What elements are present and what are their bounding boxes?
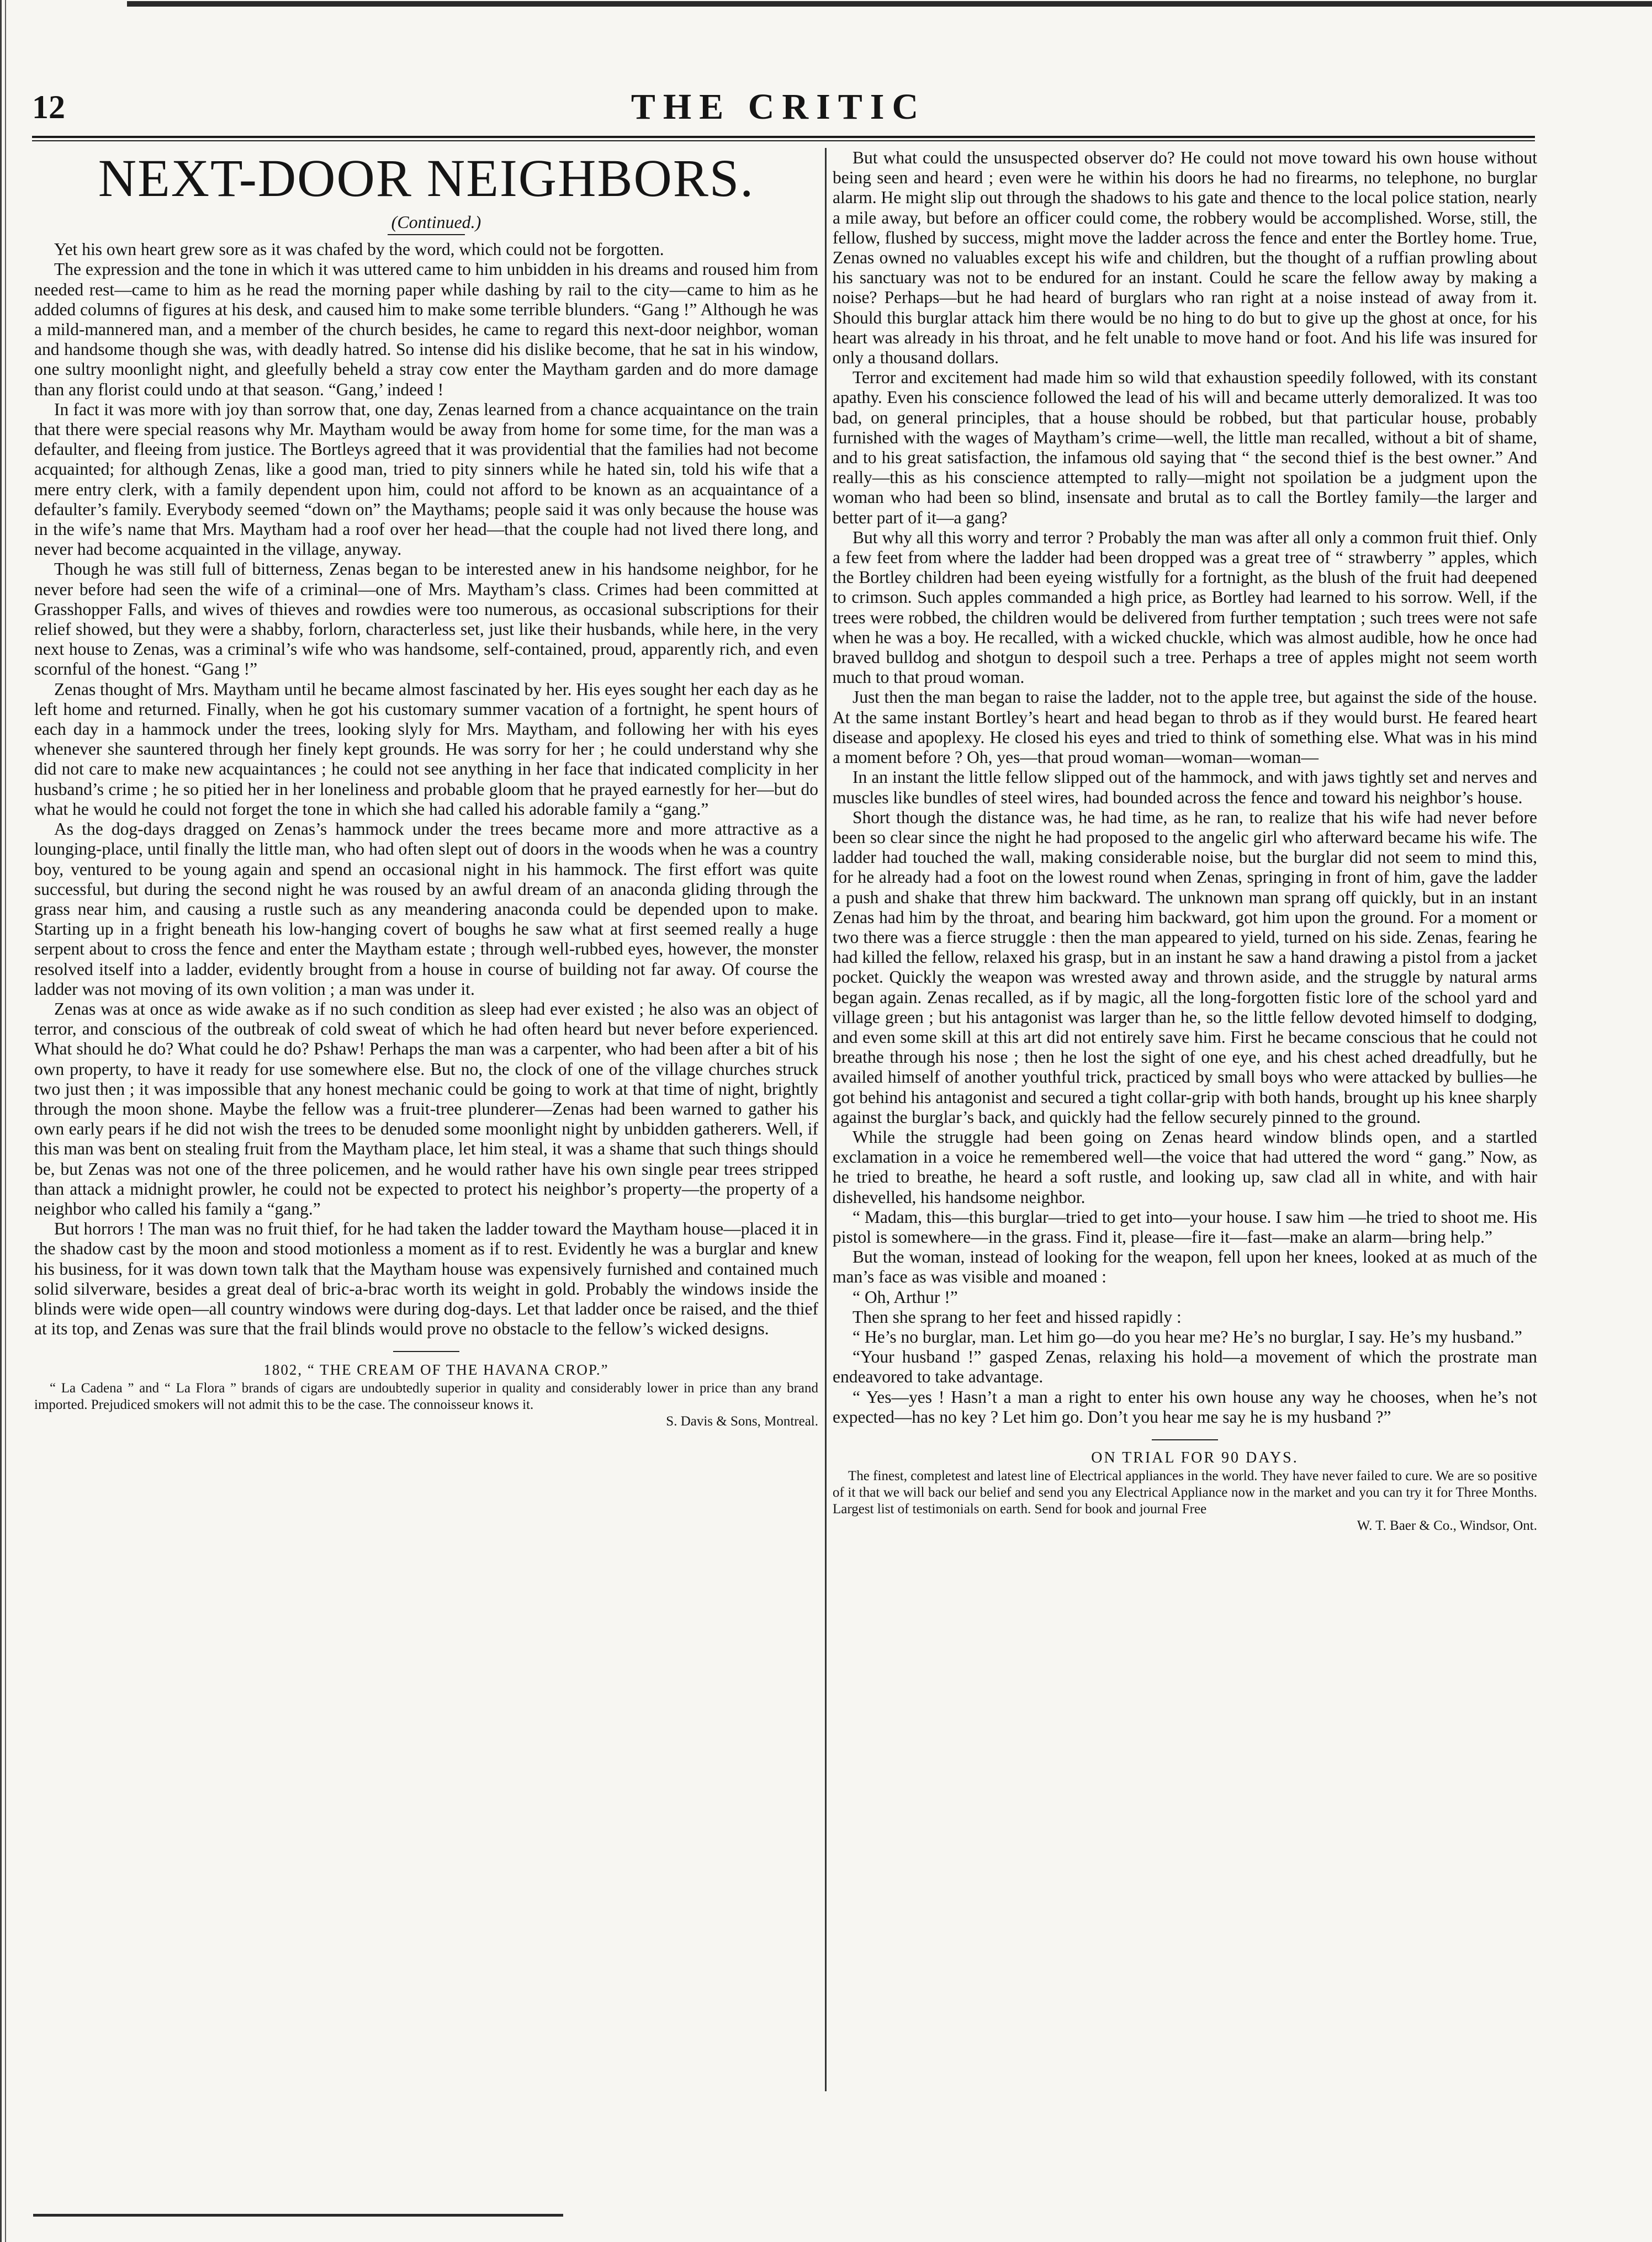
electrical-advertisement [833,1448,1537,1534]
article-paragraph: Though he was still full of bitterness, Zenas began to be interested anew in his handsome neighbor, for he never before had seen the wife of a criminal—one of Mrs. Maytham’s class. Crimes had been committed at Grasshopper Falls, and wives of thieves and rowdies were too numerous, as occasional subscriptions for their relief showed, but they were a shabby, forlorn, characterless set, just like their husbands, while here, in the very next house to Zenas, was a criminal’s wife who was handsome, self-contained, proud, apparently rich, and even scornful of the honest. “Gang !” [34,559,818,679]
cigar-ad-signature: S. Davis & Sons, Montreal. [666,1413,818,1429]
article-paragraph: But the woman, instead of looking for the weapon, fell upon her knees, looked at as much of the man’s face as was visible and moaned : [833,1247,1537,1287]
header-rule [32,136,1535,138]
article-paragraph: Yet his own heart grew sore as it was chafed by the word, which could not be forgotten. [54,240,664,259]
article-paragraph: Zenas was at once as wide awake as if no such condition as sleep had ever existed ; he also was an object of terror, and conscious of the outbreak of cold sweat of which he had often heard but never before experienced. What should he do? What could he do? Pshaw! Perhaps the man was a carpenter, who had been after a bit of his own property, to have it ready for use somewhere else. But no, the clock of one of the village churches struck two just then ; it was impossible that any honest mechanic could be going to work at that time of night, brightly through the moon shone. Maybe the fellow was a fruit-tree plunderer—Zenas had been warned to gather his own early pears if he did not wish the trees to be denuded some moonlight night by unbidden gatherers. Well, if this man was bent on stealing fruit from the Maytham place, let him steal, it was a shame that such things should be, but Zenas was not one of the three policemen, and he would rather have his own single pear trees stripped than attack a midnight prowler, he could not be expected to protect his neighbor’s property—the property of a neighbor who called his family a “gang.” [34,999,818,1218]
article-paragraph: “Your husband !” gasped Zenas, relaxing his hold—a movement of which the prostrate man endeavored to take advantage. [833,1347,1537,1387]
article-paragraph: Just then the man began to raise the ladder, not to the apple tree, but against the side of the house. At the same instant Bortley’s heart and head began to throb as if they would burst. He feared heart disease and apoplexy. He closed his eyes and tried to think of something else. What was in his mind a moment before ? Oh, yes—that proud woman—woman—woman— [833,687,1537,767]
article-paragraph: But why all this worry and terror ? Probably the man was after all only a common fruit thief. Only a few feet from where the ladder had been dropped was a great tree of “ strawberry ” apples, which the Bortley children had been eyeing wistfully for a fortnight, as the blush of the fruit had deepened to crimson. Such apples commanded a high price, as Bortley had learned to his sorrow. Well, if the trees were robbed, the children would be delivered from further temptation ; such trees were not safe when he was a boy. He recalled, with a wicked chuckle, which was almost audible, how he once had braved bulldog and shotgun to despoil such a tree. Perhaps a tree of apples might not seem worth much to that proud woman. [833,527,1537,687]
article-paragraph: Terror and excitement had made him so wild that exhaustion speedily followed, with its constant apathy. Even his conscience followed the lead of his will and became utterly demoralized. It was too bad, on general principles, that a house should be robbed, but that particular house, probably furnished with the wages of Maytham’s crime—well, the little man recalled, without a bit of shame, and to his great satisfaction, the infamous old saying that “ the second thief is the best owner.” And really—this as his conscience attempted to rally—might not spoilation be a judgment upon the woman who had been so blind, insensate and brutal as to call the Bortley family—the larger and better part of it—a gang? [833,368,1537,527]
page-header [22,83,1535,144]
electrical-ad-signature: W. T. Baer & Co., Windsor, Ont. [1357,1518,1537,1534]
article-paragraph: The expression and the tone in which it was uttered came to him unbidden in his dreams and roused him from needed rest—came to him as he read the morning paper while dashing by rail to the city—came to him as he added columns of figures at his desk, and caused him to make some terrible blunders. “Gang !” Although he was a mild-mannered man, and a member of the church besides, he came to regard this next-door neighbor, woman and handsome though she was, with deadly hatred. So intense did his dislike become, that he sat in his window, one sultry moonlight night, and gleefully beheld a stray cow enter the Maytham garden and do more damage than any florist could undo at that season. “Gang,’ indeed ! [34,259,818,399]
article-paragraph: While the struggle had been going on Zenas heard window blinds open, and a startled exclamation in a voice he remembered well—the voice that had uttered the word “ gang.” Now, as he tried to breathe, he heard a soft rustle, and looking up, saw clad all in white, and with hair dishevelled, his handsome neighbor. [833,1127,1537,1207]
article-paragraph: In fact it was more with joy than sorrow that, one day, Zenas learned from a chance acquaintance on the train that there were special reasons why Mr. Maytham would be away from home for some time, for the man was a defaulter, and fleeing from justice. The Bortleys agreed that it was providential that the families had not become acquainted; for although Zenas, like a good man, tried to pity sinners while he hated sin, told his wife that a mere entry clerk, with a family dependent upon him, could not afford to be known as an acquaintance of a defaulter’s family. Everybody seemed “down on” the Maythams; people said it was only because the house was in the wife’s name that Mrs. Maytham had a roof over her head—that the couple had not lived there long, and never had become acquainted in the village, anyway. [34,399,818,559]
article-paragraph: “ Oh, Arthur !” [853,1287,958,1307]
right-column [833,148,1537,1534]
ad-separator-left [393,1351,459,1352]
article-paragraph: “ Madam, this—this burglar—tried to get into—your house. I saw him —he tried to shoot me. His pistol is somewhere—in the grass. Find it, please—fire it—fast—make an alarm—bring help.” [833,1207,1537,1247]
cigar-advertisement [34,1360,818,1429]
article-paragraph: But what could the unsuspected observer do? He could not move toward his own house without being seen and heard ; even were he within his doors he had no firearms, no telephone, no burglar alarm. He might slip out through the shadows to his gate and thence to the local police station, nearly a mile away, but before an officer could come, the robbery would be accomplished. Worse, still, the fellow, flushed by success, might move the ladder across the fence and enter the Bortley home. True, Zenas owned no valuables except his wife and children, but the thought of a ruffian prowling about his sanctuary was not to be endured for an instant. Could he scare the fellow away by making a noise? Perhaps—but he had heard of burglars who ran right at a noise instead of away from it. Should this burglar attack him there would be no hing to do but to give up the ghost at once, for his heart was already in his throat, and he felt unable to move hand or foot. And his life was insured for only a thousand dollars. [833,148,1537,368]
left-column [34,148,818,1430]
cigar-ad-text: “ La Cadena ” and “ La Flora ” brands of cigars are undoubtedly superior in quality and considerably lower in price than any brand imported. Prejudiced smokers will not admit this to be the case. The connoisseur knows it. [34,1380,818,1412]
article-paragraph: Zenas thought of Mrs. Maytham until he became almost fascinated by her. His eyes sought her each day as he left home and returned. Finally, when he got his customary summer vacation of a fortnight, he spent hours of each day in a hammock under the trees, looking slyly for Mrs. Maytham, and following her with his eyes whenever she sauntered through her finely kept grounds. He was sorry for her ; he could understand why she did not care to make new acquaintances ; he could not see anything in her face that indicated complicity in her husband’s crime ; he so pitied her in her loneliness and probable gloom that he prayed earnestly for her—but do what he would he could not forget the tone in which she had called his adorable family a “gang.” [34,679,818,819]
article-paragraph: “ He’s no burglar, man. Let him go—do you hear me? He’s no burglar, I say. He’s my husband.” [853,1327,1522,1347]
article-paragraph: Short though the distance was, he had time, as he ran, to realize that his wife had never before been so clear since the night he had proposed to the angelic girl who afterward became his wife. The ladder had touched the wall, making considerable noise, but the burglar did not seem to mind this, for he already had a foot on the lowest round when Zenas, springing in front of him, gave the ladder a push and shake that threw him backward. The unknown man sprang off quickly, but in an instant Zenas had him by the throat, and bearing him backward, got him upon the ground. For a moment or two there was a fierce struggle : then the man appeared to yield, turned on his side. Zenas, fearing he had killed the fellow, relaxed his grasp, but in an instant he saw a hand drawing a pistol from a jacket pocket. Quickly the weapon was wrested away and thrown aside, and the struggle by natural arms began again. Zenas recalled, as if by magic, all the long-forgotten fistic lore of the school yard and village green ; but his antagonist was larger than he, so the little fellow devoted himself to dodging, and even some skill at this art did not entirely save him. First he became conscious that he could not breathe through his nose ; then he lost the sight of one eye, and his chest ached dreadfully, but he availed himself of another youthful trick, practiced by small boys who were attacked by bullies—he got behind his antagonist and secured a tight collar-grip with both hands, brought up his knee sharply against the burglar’s back, and quickly had the fellow securely pinned to the ground. [833,807,1537,1127]
article-paragraph: In an instant the little fellow slipped out of the hammock, and with jaws tightly set and nerves and muscles like bundles of steel wires, had bounded across the fence and toward his neighbor’s house. [833,767,1537,807]
article-paragraph: Then she sprang to her feet and hissed rapidly : [853,1307,1182,1327]
ad-separator-right [1152,1439,1218,1440]
top-rule [127,1,1652,7]
left-article-body [34,240,818,1339]
page-number: 12 [32,89,65,125]
publication-title: THE CRITIC [631,87,926,127]
article-paragraph: As the dog-days dragged on Zenas’s hammock under the trees became more and more attractive as a lounging-place, until finally the little man, who had often slept out of doors in the woods when he was a country boy, ventured to be young again and spend an occasional night in his hammock. The first effort was quite successful, but during the second night he was roused by an awful dream of an anaconda gliding through the grass near him, and causing a rustle such as any meandering anaconda could be depended upon to make. Starting up in a fright beneath his low-hanging covert of boughs he saw what at first seemed really a huge serpent about to cross the fence and enter the Maytham estate ; through well-rubbed eyes, however, the monster resolved itself into a ladder, evidently brought from a house in course of building not far away. Of course the ladder was not moving of its own volition ; a man was under it. [34,819,818,999]
right-article-body [833,148,1537,1427]
bottom-rule [33,2214,563,2217]
article-paragraph: “ Yes—yes ! Hasn’t a man a right to enter his own house any way he chooses, when he’s not expected—has no key ? Let him go. Don’t you hear me say he is my husband ?” [833,1387,1537,1427]
page-left-edge [0,0,12,2242]
article-title: NEXT-DOOR NEIGHBORS. [98,149,755,208]
electrical-ad-heading: ON TRIAL FOR 90 DAYS. [1091,1449,1299,1466]
header-rule-thin [32,140,1535,141]
continued-label: (Continued.) [391,212,481,232]
column-divider [825,148,827,2091]
cigar-ad-heading: 1802, “ THE CREAM OF THE HAVANA CROP.” [263,1361,609,1379]
electrical-ad-text: The finest, completest and latest line of Electrical appliances in the world. They have never failed to cure. We are so positive of it that we will back our belief and send you any Electrical Appliance now in the market and you can try it for Three Months. Largest list of testimonials on earth. Send for book and journal Free [833,1469,1537,1517]
title-rule [388,234,465,235]
article-paragraph: But horrors ! The man was no fruit thief, for he had taken the ladder toward the Maytham house—placed it in the shadow cast by the moon and stood motionless a moment as if to rest. Evidently he was a burglar and knew his business, for it was down town talk that the Maytham house was expensively furnished and contained much solid silverware, besides a great deal of bric-a-brac worth its weight in gold. Probably the windows inside the blinds were wide open—all country windows were during dog-days. Let that ladder once be raised, and the thief at its top, and Zenas was sure that the frail blinds would prove no obstacle to the fellow’s wicked designs. [34,1219,818,1339]
